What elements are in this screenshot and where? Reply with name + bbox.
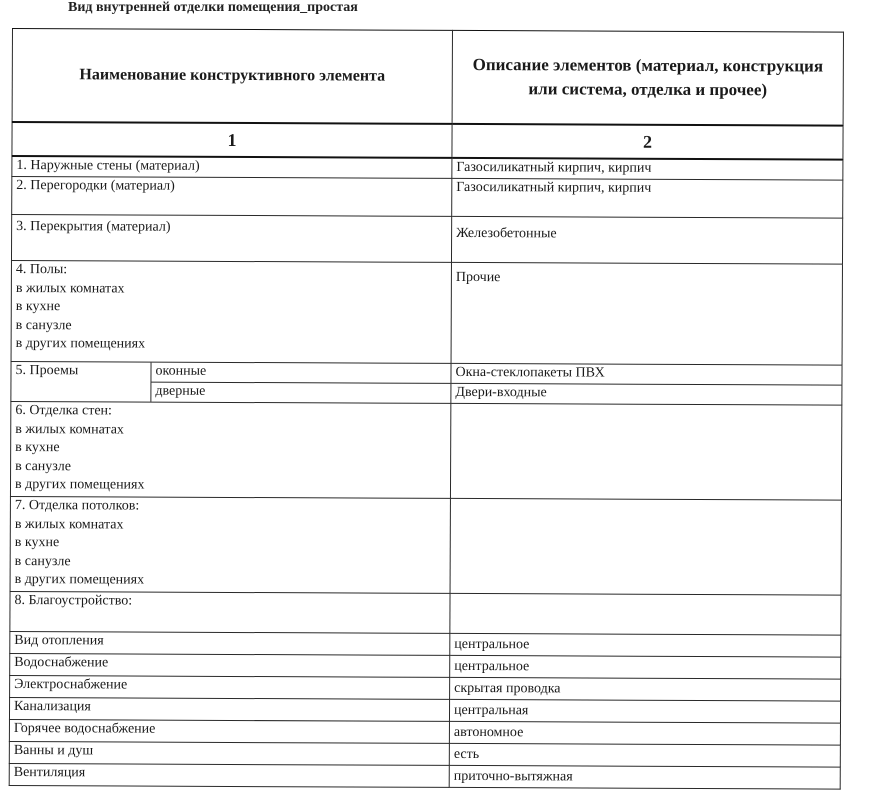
- row-sub-label: в других помещениях: [14, 572, 145, 588]
- row-label: 3. Перекрытия (материал): [11, 215, 451, 263]
- row-sub-label: дверные: [155, 383, 206, 399]
- row-value: центральное: [450, 655, 841, 679]
- row-label: Горячее водоснабжение: [9, 719, 449, 743]
- column-number-1: 1: [12, 122, 452, 158]
- row-sub-label: в жилых комнатах: [15, 280, 125, 296]
- row-label: Водоснабжение: [10, 653, 450, 677]
- row-sub-label: в жилых комнатах: [14, 516, 124, 532]
- row-sub-label: в кухне: [15, 299, 61, 315]
- row-value: центральное: [450, 633, 841, 657]
- row-sub-label: в других помещениях: [14, 477, 145, 493]
- table-row-utility: [9, 763, 840, 789]
- row-value: [450, 498, 841, 595]
- row-label: 2. Перегородки (материал): [12, 177, 452, 217]
- row-label-group: [11, 361, 451, 403]
- row-sub-label: в кухне: [15, 440, 60, 456]
- row-value: автономное: [449, 721, 840, 745]
- row-sub-label: в кухне: [14, 535, 60, 551]
- row-label: 5. Проемы: [15, 363, 79, 379]
- row-label: Вентиляция: [9, 763, 449, 787]
- table-row-openings: [11, 361, 842, 405]
- row-value: есть: [449, 743, 840, 767]
- row-value: Железобетонные: [451, 216, 842, 264]
- table-row-floors: [11, 260, 842, 365]
- row-sub-label: в санузле: [15, 458, 72, 474]
- row-value: [450, 403, 841, 500]
- construction-elements-table: [9, 28, 844, 790]
- row-sub-label: в жилых комнатах: [15, 421, 124, 437]
- row-value: приточно-вытяжная: [449, 765, 840, 789]
- table-row-partitions: [12, 177, 843, 219]
- row-value: Газосиликатный кирпич, кирпич: [452, 158, 843, 180]
- row-label-group: [10, 401, 450, 498]
- row-value: Двери-входные: [455, 384, 547, 401]
- row-label: 4. Полы:: [15, 262, 68, 278]
- row-label: 1. Наружные стены (материал): [12, 156, 452, 178]
- row-label: Электроснабжение: [10, 675, 450, 699]
- row-value-group: [451, 363, 842, 405]
- row-value: скрытая проводка: [450, 677, 841, 701]
- header-element-description: Описание элементов (материал, конструкция или система, отделка и прочее): [452, 30, 843, 125]
- document-caption: Вид внутренней отделки помещения_простая: [68, 0, 358, 15]
- row-label: 7. Отделка потолков:: [14, 498, 140, 514]
- row-label: Ванны и душ: [9, 741, 449, 765]
- row-value: [450, 593, 841, 635]
- row-label: Вид отопления: [10, 631, 450, 655]
- row-label-group: [11, 260, 451, 363]
- row-sub-label: в санузле: [15, 317, 72, 333]
- row-value: Прочие: [451, 262, 842, 365]
- row-label: 6. Отделка стен:: [15, 403, 112, 419]
- row-label-group: [10, 496, 450, 593]
- table-row-slabs: [11, 215, 842, 265]
- row-sub-label: оконные: [151, 363, 450, 384]
- row-value: Газосиликатный кирпич, кирпич: [452, 178, 843, 218]
- row-value: центральная: [449, 699, 840, 723]
- table-row-amenities: [10, 591, 841, 635]
- table-row-ceiling-finish: [10, 496, 841, 595]
- row-label: Канализация: [9, 697, 449, 721]
- column-number-2: 2: [452, 124, 843, 160]
- row-label: 8. Благоустройство:: [10, 591, 450, 633]
- header-element-name: Наименование конструктивного элемента: [12, 29, 452, 124]
- row-value: Окна-стеклопакеты ПВХ: [451, 364, 841, 386]
- row-sub-label: в санузле: [14, 553, 71, 569]
- table-row-wall-finish: [10, 401, 841, 500]
- row-sub-label: в других помещениях: [15, 336, 146, 352]
